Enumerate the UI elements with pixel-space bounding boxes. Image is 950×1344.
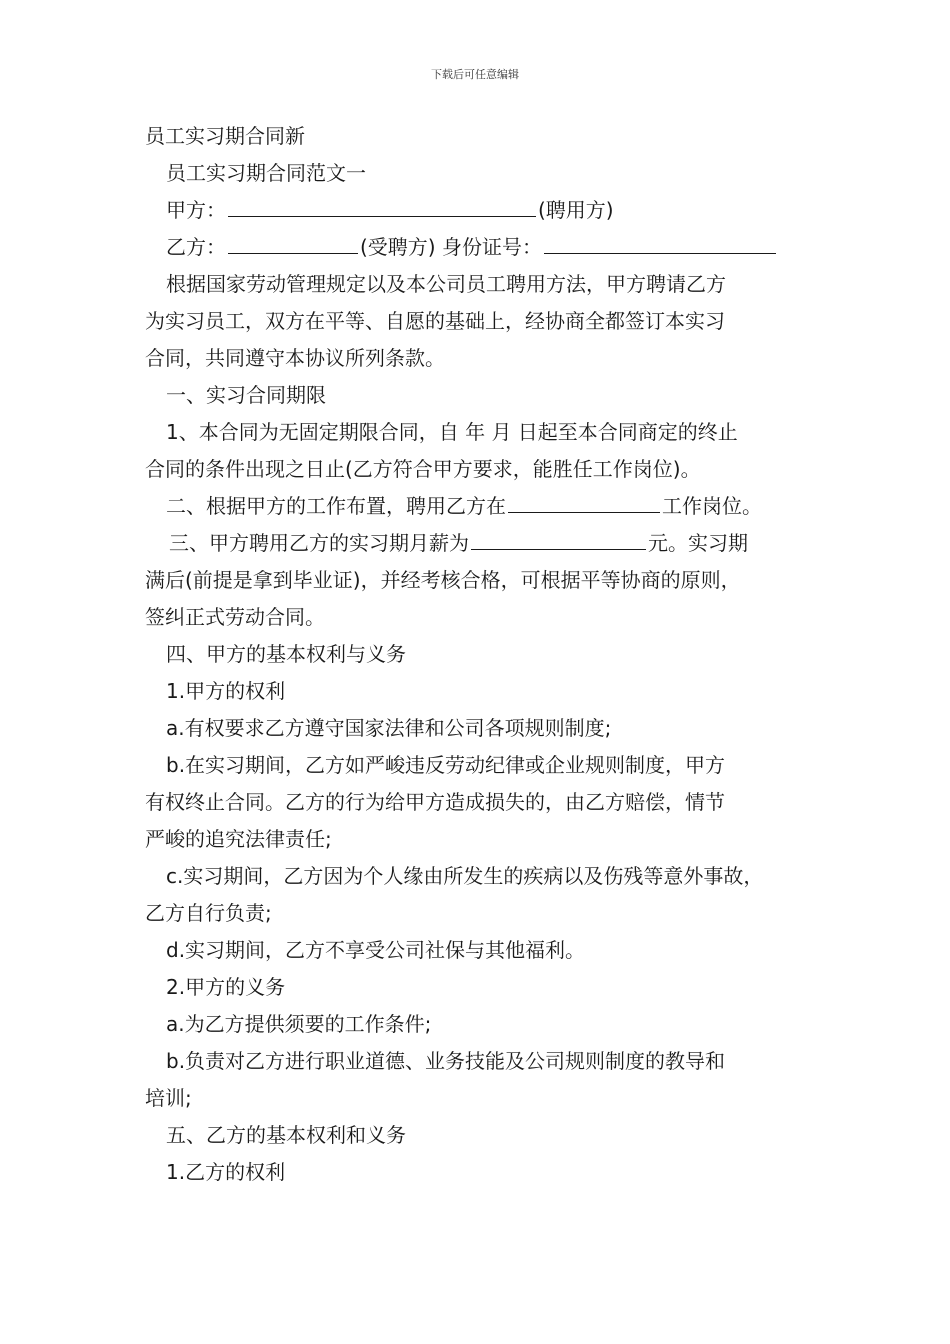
section-3-line-2: 满后(前提是拿到毕业证)，并经考核合格，可根据平等协商的原则， [145, 568, 741, 592]
intro-line-3: 合同，共同遵守本协议所列条款。 [145, 346, 445, 370]
document-title: 员工实习期合同新 [145, 124, 305, 148]
section-4-item-b-line-2: 有权终止合同。乙方的行为给甲方造成损失的，由乙方赔偿，情节 [145, 790, 725, 814]
section-2-prefix: 二、根据甲方的工作布置，聘用乙方在 [166, 494, 506, 518]
section-4-rights-heading: 1.甲方的权利 [166, 679, 286, 703]
party-b-line [145, 229, 815, 266]
intro-line-2: 为实习员工，双方在平等、自愿的基础上，经协商全都签订本实习 [145, 309, 725, 333]
section-4-duties-heading: 2.甲方的义务 [166, 975, 286, 999]
section-4-item-d: d.实习期间，乙方不享受公司社保与其他福利。 [166, 938, 586, 962]
section-4-duty-b-line-2: 培训; [145, 1086, 192, 1110]
contract-document [145, 118, 815, 1191]
section-4-item-a: a.有权要求乙方遵守国家法律和公司各项规则制度; [166, 716, 612, 740]
section-3-line-3: 签纠正式劳动合同。 [145, 605, 325, 629]
section-2-suffix: 工作岗位。 [662, 494, 762, 518]
document-subtitle: 员工实习期合同范文一 [166, 161, 366, 185]
section-4-duty-b-line-1: b.负责对乙方进行职业道德、业务技能及公司规则制度的教导和 [166, 1049, 726, 1073]
party-a-label: 甲方： [166, 198, 226, 222]
party-a-blank [228, 194, 536, 217]
intro-line-1: 根据国家劳动管理规定以及本公司员工聘用方法，甲方聘请乙方 [166, 272, 726, 296]
section-4-heading: 四、甲方的基本权利与义务 [166, 642, 406, 666]
position-blank [508, 490, 660, 513]
party-a-line [145, 192, 815, 229]
section-4-item-b-line-3: 严峻的追究法律责任; [145, 827, 332, 851]
id-number-blank [544, 231, 776, 254]
header-note: 下载后可任意编辑 [431, 68, 519, 81]
section-5-heading: 五、乙方的基本权利和义务 [166, 1123, 406, 1147]
salary-blank [471, 527, 646, 550]
section-2-line [145, 488, 815, 525]
party-b-label: 乙方： [166, 235, 226, 259]
party-a-suffix: (聘用方) [538, 198, 614, 222]
section-1-heading: 一、实习合同期限 [166, 383, 326, 407]
party-b-blank [228, 231, 358, 254]
section-4-item-c-line-1: c.实习期间，乙方因为个人缘由所发生的疾病以及伤残等意外事故， [166, 864, 764, 888]
section-1-item-line-1: 1、本合同为无固定期限合同，自 年 月 日起至本合同商定的终止 [166, 420, 738, 444]
section-3-suffix: 元。实习期 [648, 531, 748, 555]
party-b-suffix: (受聘方) 身份证号： [360, 235, 542, 259]
section-5-rights-heading: 1.乙方的权利 [166, 1160, 286, 1184]
section-4-duty-a: a.为乙方提供须要的工作条件; [166, 1012, 432, 1036]
section-1-item-line-2: 合同的条件出现之日止(乙方符合甲方要求，能胜任工作岗位)。 [145, 457, 701, 481]
section-4-item-c-line-2: 乙方自行负责; [145, 901, 272, 925]
section-3-prefix: 三、甲方聘用乙方的实习期月薪为 [169, 531, 469, 555]
section-3-line-1 [145, 525, 815, 562]
section-4-item-b-line-1: b.在实习期间，乙方如严峻违反劳动纪律或企业规则制度，甲方 [166, 753, 726, 777]
